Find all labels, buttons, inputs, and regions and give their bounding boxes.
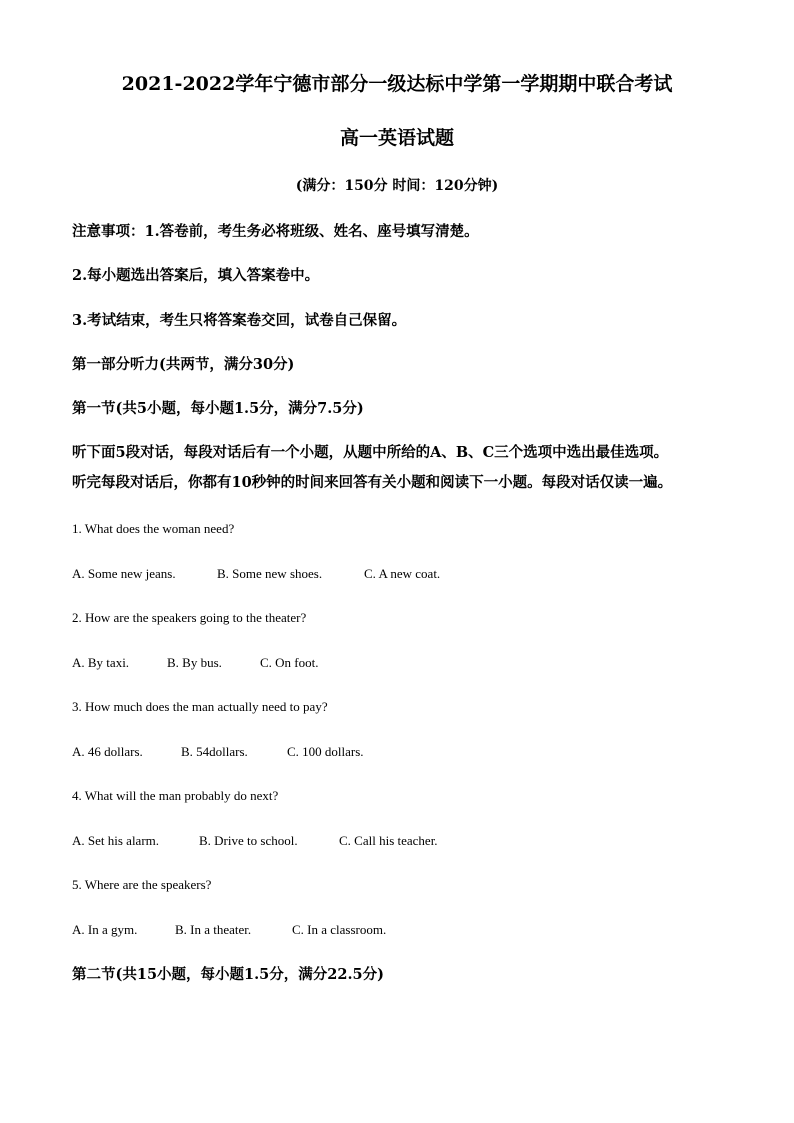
instructions-line-1: 听下面5段对话，每段对话后有一个小题，从题中所给的A、B、C三个选项中选出最佳选项。 [72, 444, 669, 461]
question-4-stem: 4. What will the man probably do next? [72, 788, 279, 803]
notice-2: 2.每小题选出答案后，填入答案卷中。 [72, 267, 320, 284]
question-2-option-b: B. By bus. [167, 655, 222, 670]
question-5-stem: 5. Where are the speakers? [72, 877, 212, 892]
exam-subtitle: 高一英语试题 [339, 127, 454, 149]
question-5-option-c: C. In a classroom. [292, 922, 387, 937]
exam-meta: (满分：150分 时间：120分钟) [295, 178, 499, 194]
notice-3: 3.考试结束，考生只将答案卷交回，试卷自己保留。 [72, 312, 407, 329]
question-3-option-b: B. 54dollars. [181, 744, 248, 759]
question-4-option-c: C. Call his teacher. [339, 833, 438, 848]
question-2-stem: 2. How are the speakers going to the theater? [72, 610, 307, 625]
question-2-option-c: C. On foot. [260, 655, 319, 670]
question-4-options [72, 832, 438, 850]
question-3-options [72, 743, 364, 761]
question-4-option-a: A. Set his alarm. [72, 833, 160, 848]
question-3-option-a: A. 46 dollars. [72, 744, 143, 759]
question-1-option-b: B. Some new shoes. [217, 566, 323, 581]
exam-title: 2021-2022学年宁德市部分一级达标中学第一学期期中联合考试 [121, 73, 673, 95]
question-5-options [72, 921, 386, 939]
question-3-option-c: C. 100 dollars. [287, 744, 364, 759]
question-1-option-a: A. Some new jeans. [72, 566, 176, 581]
question-1-options [72, 565, 440, 583]
question-4-option-b: B. Drive to school. [199, 833, 298, 848]
section1-heading: 第一节(共5小题，每小题1.5分，满分7.5分) [72, 400, 364, 417]
question-1-stem: 1. What does the woman need? [72, 521, 235, 536]
notice-1: 注意事项：1.答卷前，考生务必将班级、姓名、座号填写清楚。 [72, 223, 479, 240]
question-2-option-a: A. By taxi. [72, 655, 130, 670]
question-5-option-a: A. In a gym. [72, 922, 138, 937]
instructions-line-2: 听完每段对话后，你都有10秒钟的时间来回答有关小题和阅读下一小题。每段对话仅读一遍。 [72, 474, 673, 491]
question-5-option-b: B. In a theater. [175, 922, 252, 937]
part1-heading: 第一部分听力(共两节，满分30分) [72, 356, 295, 373]
question-1-option-c: C. A new coat. [364, 566, 441, 581]
section2-heading: 第二节(共15小题，每小题1.5分，满分22.5分) [72, 966, 384, 983]
question-2-options [72, 654, 319, 672]
question-3-stem: 3. How much does the man actually need to pay? [72, 699, 328, 714]
